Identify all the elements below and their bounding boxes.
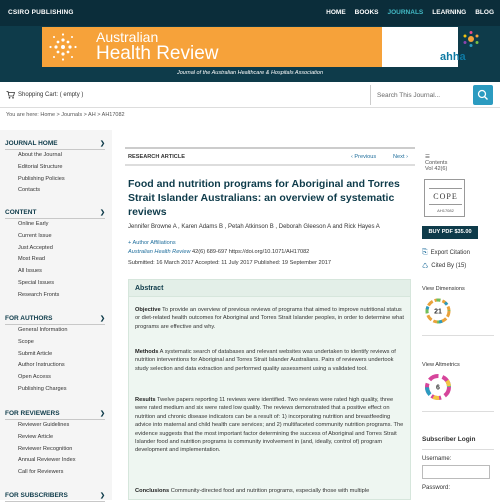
sidebar-item[interactable]: Research Fronts [18,291,60,298]
dimensions-score: 21 [434,308,442,316]
article-authors[interactable]: Jennifer Browne A , Karen Adams B , Petah Atkinson B , Deborah Gleeson A and Rick Hayes A [128,224,380,230]
article-citation [128,249,309,255]
search-button[interactable] [473,85,493,105]
nav-books[interactable]: BOOKS [354,9,379,16]
document-icon: ☰ [425,154,431,160]
export-icon: ⎘ [422,249,428,256]
subscriber-login-heading: Subscriber Login [422,436,494,450]
top-navigation [0,0,500,26]
sidebar-item[interactable]: Most Read [18,256,46,263]
nav-blog[interactable]: BLOG [475,9,494,16]
sidebar-item[interactable]: Current Issue [18,232,52,239]
ahha-logo-text: ahha [440,51,466,63]
altmetrics-box [422,362,494,412]
sidebar-heading[interactable]: FOR AUTHORS ❯ [5,315,105,325]
sidebar-item[interactable]: Reviewer Guidelines [18,422,70,428]
password-label: Password: [422,485,451,491]
sidebar-item[interactable]: Review Article [18,433,54,440]
sidebar-section-for-reviewers [5,410,105,479]
previous-article-link[interactable]: ‹ Previous [351,154,377,160]
sidebar-section-content [5,209,105,302]
journal-banner[interactable] [42,27,466,67]
sidebar-item[interactable]: Contacts [18,187,41,194]
brand-link[interactable]: CSIRO PUBLISHING [8,9,74,16]
journal-header [0,26,500,82]
cope-label: COPE [433,192,458,201]
sidebar-item[interactable]: Publishing Policies [18,175,65,182]
nav-learning[interactable]: LEARNING [432,9,467,16]
dimensions-box [422,286,494,336]
sidebar-section-journal-home [5,140,105,197]
export-citation-label: Export Citation [430,250,470,256]
sidebar-item[interactable]: About the Journal [18,152,62,158]
author-affiliations-toggle[interactable]: + Author Affiliations [128,240,176,246]
banner-title-line2: Health Review [96,43,219,64]
contents-link[interactable]: ☰ Contents Vol 42(6) [425,154,448,172]
sidebar-item[interactable]: Special Issues [18,279,55,286]
sidebar-item[interactable]: Open Access [18,374,51,381]
cart-icon [6,91,15,99]
dots-logo-icon [48,32,78,62]
next-article-link[interactable]: Next › [393,154,408,160]
cart-search-bar [0,82,500,108]
altmetric-score: 6 [436,384,440,392]
abstract-heading: Abstract [129,280,410,297]
article-toolbar [125,147,448,172]
abstract-objective: Objective To provide an overview of previous reviews of programs that aimed to improve nutritional status or diet-related health outcomes for Aboriginal and Torres Strait Islander peoples, in order to determine what programs are effective and why. [135,307,404,330]
sidebar [0,130,112,500]
cope-badge[interactable] [424,179,465,217]
sidebar-item[interactable]: General Information [18,327,68,333]
sidebar-item[interactable]: Online Early [18,221,49,227]
sidebar-item[interactable]: Reviewer Recognition [18,445,73,452]
citation-details[interactable]: 42(6) 689-697 https://doi.org/10.1071/AH17082 [190,249,310,255]
sidebar-item[interactable]: Scope [18,338,34,345]
chevron-right-icon: ❯ [99,411,105,417]
username-field[interactable] [422,465,490,479]
sidebar-heading[interactable]: FOR SUBSCRIBERS ❯ [5,492,105,502]
subscriber-login [422,436,494,491]
nav-journals[interactable]: JOURNALS [387,9,424,16]
article-dates: Submitted: 16 March 2017 Accepted: 11 July 2017 Published: 19 September 2017 [128,260,331,266]
sidebar-item[interactable]: Author Instructions [18,362,65,369]
chevron-left-icon: ‹ [351,154,355,160]
sidebar-item[interactable]: Annual Reviewer Index [18,457,76,464]
abstract-conclusions: Conclusions Community-directed food and nutrition programs, especially those with multiple [135,488,370,494]
sidebar-heading[interactable]: CONTENT ❯ [5,209,105,219]
article-type: RESEARCH ARTICLE [128,154,185,160]
journal-subtitle: Journal of the Australian Healthcare & Hospitals Association [176,70,324,76]
abstract-panel [128,279,411,500]
divider [422,411,494,412]
cope-rule [429,188,462,189]
abstract-methods: Methods A systematic search of databases and relevant websites was undertaken to identify reviews of nutrition interventions for Aboriginal and Torres Strait Islander Australians. Pairs of reviewers undertook study selection and data extraction and performed quality assessment using a validated tool. [135,349,396,372]
buy-pdf-button[interactable]: BUY PDF $35.00 [422,226,478,239]
shopping-cart[interactable] [6,91,83,99]
sidebar-heading[interactable]: FOR REVIEWERS ❯ [5,410,105,420]
banner-title-line1: Australian [96,29,159,45]
article-title: Food and nutrition programs for Aboriginal and Torres Strait Islander Australians: an overview of systematic reviews [128,178,400,218]
ahha-logo-icon [462,30,480,48]
journal-name[interactable]: Australian Health Review [128,249,191,255]
chevron-right-icon: ❯ [99,493,105,499]
search-icon [473,85,493,105]
breadcrumb: You are here: Home > Journals > AH > AH17082 [6,112,125,118]
sidebar-item[interactable]: Submit Article [18,350,53,357]
abstract-results: Results Twelve papers reporting 11 reviews were identified. Two reviews were rated high quality, three were rated medium and six were rated low quality. The reviews demonstrated that a positive effect on nutrition and chronic disease indicators can be a result of: 1) incorporating nutrition and breastfeeding advice into maternal and child health care services; and 2) multifaceted community nutrition programs. The evidence suggests that the most important factor determining the success of Aboriginal and Torres Strait Islander food and nutrition programs is community involvement in (and, ideally, control of) program development and implementation. [135,397,404,454]
sidebar-item[interactable]: Publishing Charges [18,385,67,392]
sidebar-heading[interactable]: JOURNAL HOME ❯ [5,140,105,150]
altmetrics-label[interactable]: View Altmetrics [422,362,460,368]
sidebar-item[interactable]: Editorial Structure [18,163,63,170]
sidebar-section-for-subscribers [5,492,105,502]
export-citation-link[interactable] [422,249,470,257]
chevron-right-icon: ❯ [99,210,105,216]
cope-rule [429,204,462,205]
altmetric-badge[interactable] [422,372,494,402]
dimensions-badge[interactable] [422,296,494,326]
sidebar-item[interactable]: Just Accepted [18,244,53,251]
dimensions-label[interactable]: View Dimensions [422,286,465,292]
cited-by-label: Cited By (15) [431,263,467,269]
chevron-right-icon: › [404,154,408,160]
divider [422,335,494,336]
sidebar-item[interactable]: All Issues [18,268,42,275]
nav-home[interactable]: HOME [326,9,346,16]
main-menu [317,9,494,16]
sidebar-item[interactable]: Call for Reviewers [18,469,64,476]
cited-by-icon: ♺ [422,263,429,270]
username-label: Username: [422,456,452,462]
search-input[interactable]: Search This Journal... [370,85,473,105]
chevron-right-icon: ❯ [99,141,105,147]
cart-label: Shopping Cart: ( empty ) [18,92,84,98]
chevron-right-icon: ❯ [99,316,105,322]
cope-number: AH17082 [437,208,454,213]
sidebar-section-for-authors [5,315,105,396]
cited-by-link[interactable] [422,262,466,270]
